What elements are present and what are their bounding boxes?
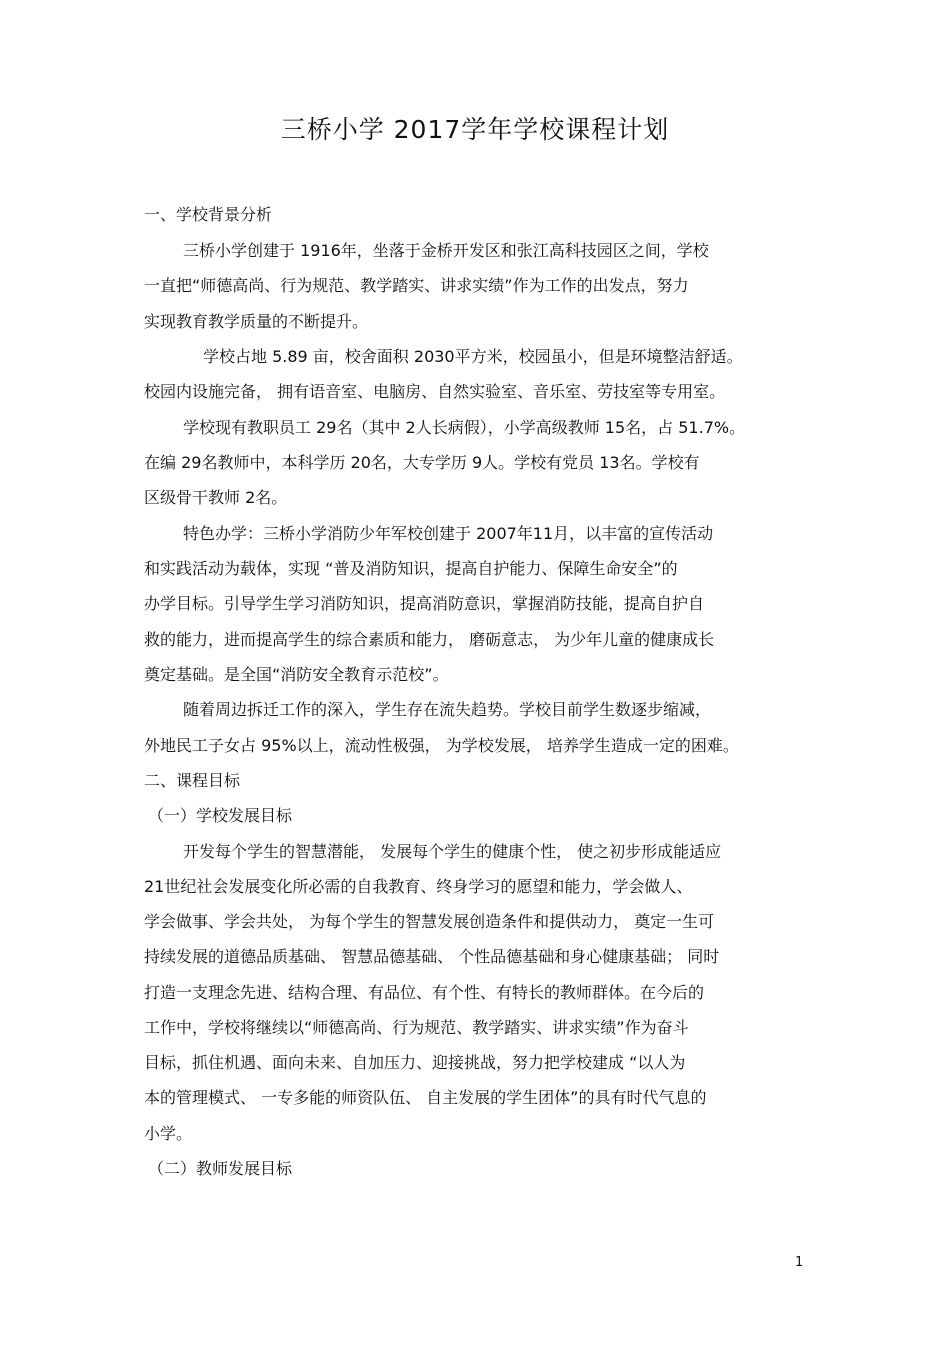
- paragraph-line: 一直把“师德高尚、行为规范、教学踏实、讲求实绩”作为工作的出发点，努力: [144, 276, 689, 295]
- paragraph-line: 持续发展的道德品质基础、 智慧品德基础、 个性品德基础和身心健康基础； 同时: [144, 947, 720, 966]
- paragraph-line: 随着周边拆迁工作的深入，学生存在流失趋势。学校目前学生数逐步缩减，: [183, 700, 712, 719]
- paragraph-line: 学会做事、学会共处， 为每个学生的智慧发展创造条件和提供动力， 奠定一生可: [144, 912, 715, 931]
- paragraph-line: 和实践活动为载体，实现 “普及消防知识，提高自护能力、保障生命安全”的: [144, 559, 678, 578]
- paragraph-line: 工作中，学校将继续以“师德高尚、行为规范、教学踏实、讲求实绩”作为奋斗: [144, 1018, 689, 1037]
- paragraph-line: 校园内设施完备， 拥有语音室、电脑房、自然实验室、音乐室、劳技室等专用室。: [144, 382, 726, 401]
- subsection-heading: （一）学校发展目标: [148, 806, 293, 825]
- paragraph-line: 学校现有教职员工 29名（其中 2人长病假），小学高级教师 15名，占 51.7%。: [183, 418, 746, 437]
- paragraph-line: 奠定基础。是全国“消防安全教育示范校”。: [144, 665, 449, 684]
- paragraph-line: 区级骨干教师 2名。: [144, 488, 288, 507]
- paragraph-line: 开发每个学生的智慧潜能， 发展每个学生的健康个性， 使之初步形成能适应: [183, 842, 722, 861]
- paragraph-line: 办学目标。引导学生学习消防知识，提高消防意识，掌握消防技能，提高自护自: [144, 594, 705, 613]
- paragraph-line: 三桥小学创建于 1916年，坐落于金桥开发区和张江高科技园区之间，学校: [183, 241, 709, 260]
- subsection-heading: （二）教师发展目标: [148, 1159, 293, 1178]
- paragraph-line: 21世纪社会发展变化所必需的自我教育、终身学习的愿望和能力，学会做人、: [144, 877, 693, 896]
- paragraph-line: 本的管理模式、 一专多能的师资队伍、 自主发展的学生团体”的具有时代气息的: [144, 1088, 707, 1107]
- document-title: 三桥小学 2017学年学校课程计划: [280, 115, 670, 144]
- paragraph-line: 目标，抓住机遇、面向未来、自加压力、迎接挑战，努力把学校建成 “以人为: [144, 1053, 686, 1072]
- section-heading: 二、课程目标: [144, 771, 241, 790]
- paragraph-line: 打造一支理念先进、结构合理、有品位、有个性、有特长的教师群体。在今后的: [144, 983, 705, 1002]
- paragraph-line: 特色办学：三桥小学消防少年军校创建于 2007年11月，以丰富的宣传活动: [183, 524, 714, 543]
- paragraph-line: 救的能力，进而提高学生的综合素质和能力， 磨砺意志， 为少年儿童的健康成长: [144, 630, 715, 649]
- paragraph-line: 小学。: [144, 1124, 193, 1143]
- paragraph-line: 学校占地 5.89 亩，校舍面积 2030平方米，校园虽小，但是环境整洁舒适。: [203, 347, 743, 366]
- paragraph-line: 在编 29名教师中，本科学历 20名，大专学历 9人。学校有党员 13名。学校有: [144, 453, 700, 472]
- paragraph-line: 外地民工子女占 95%以上，流动性极强， 为学校发展， 培养学生造成一定的困难。: [144, 736, 739, 755]
- page-number: 1: [795, 1255, 804, 1270]
- section-heading: 一、学校背景分析: [144, 205, 273, 224]
- paragraph-line: 实现教育教学质量的不断提升。: [144, 312, 369, 331]
